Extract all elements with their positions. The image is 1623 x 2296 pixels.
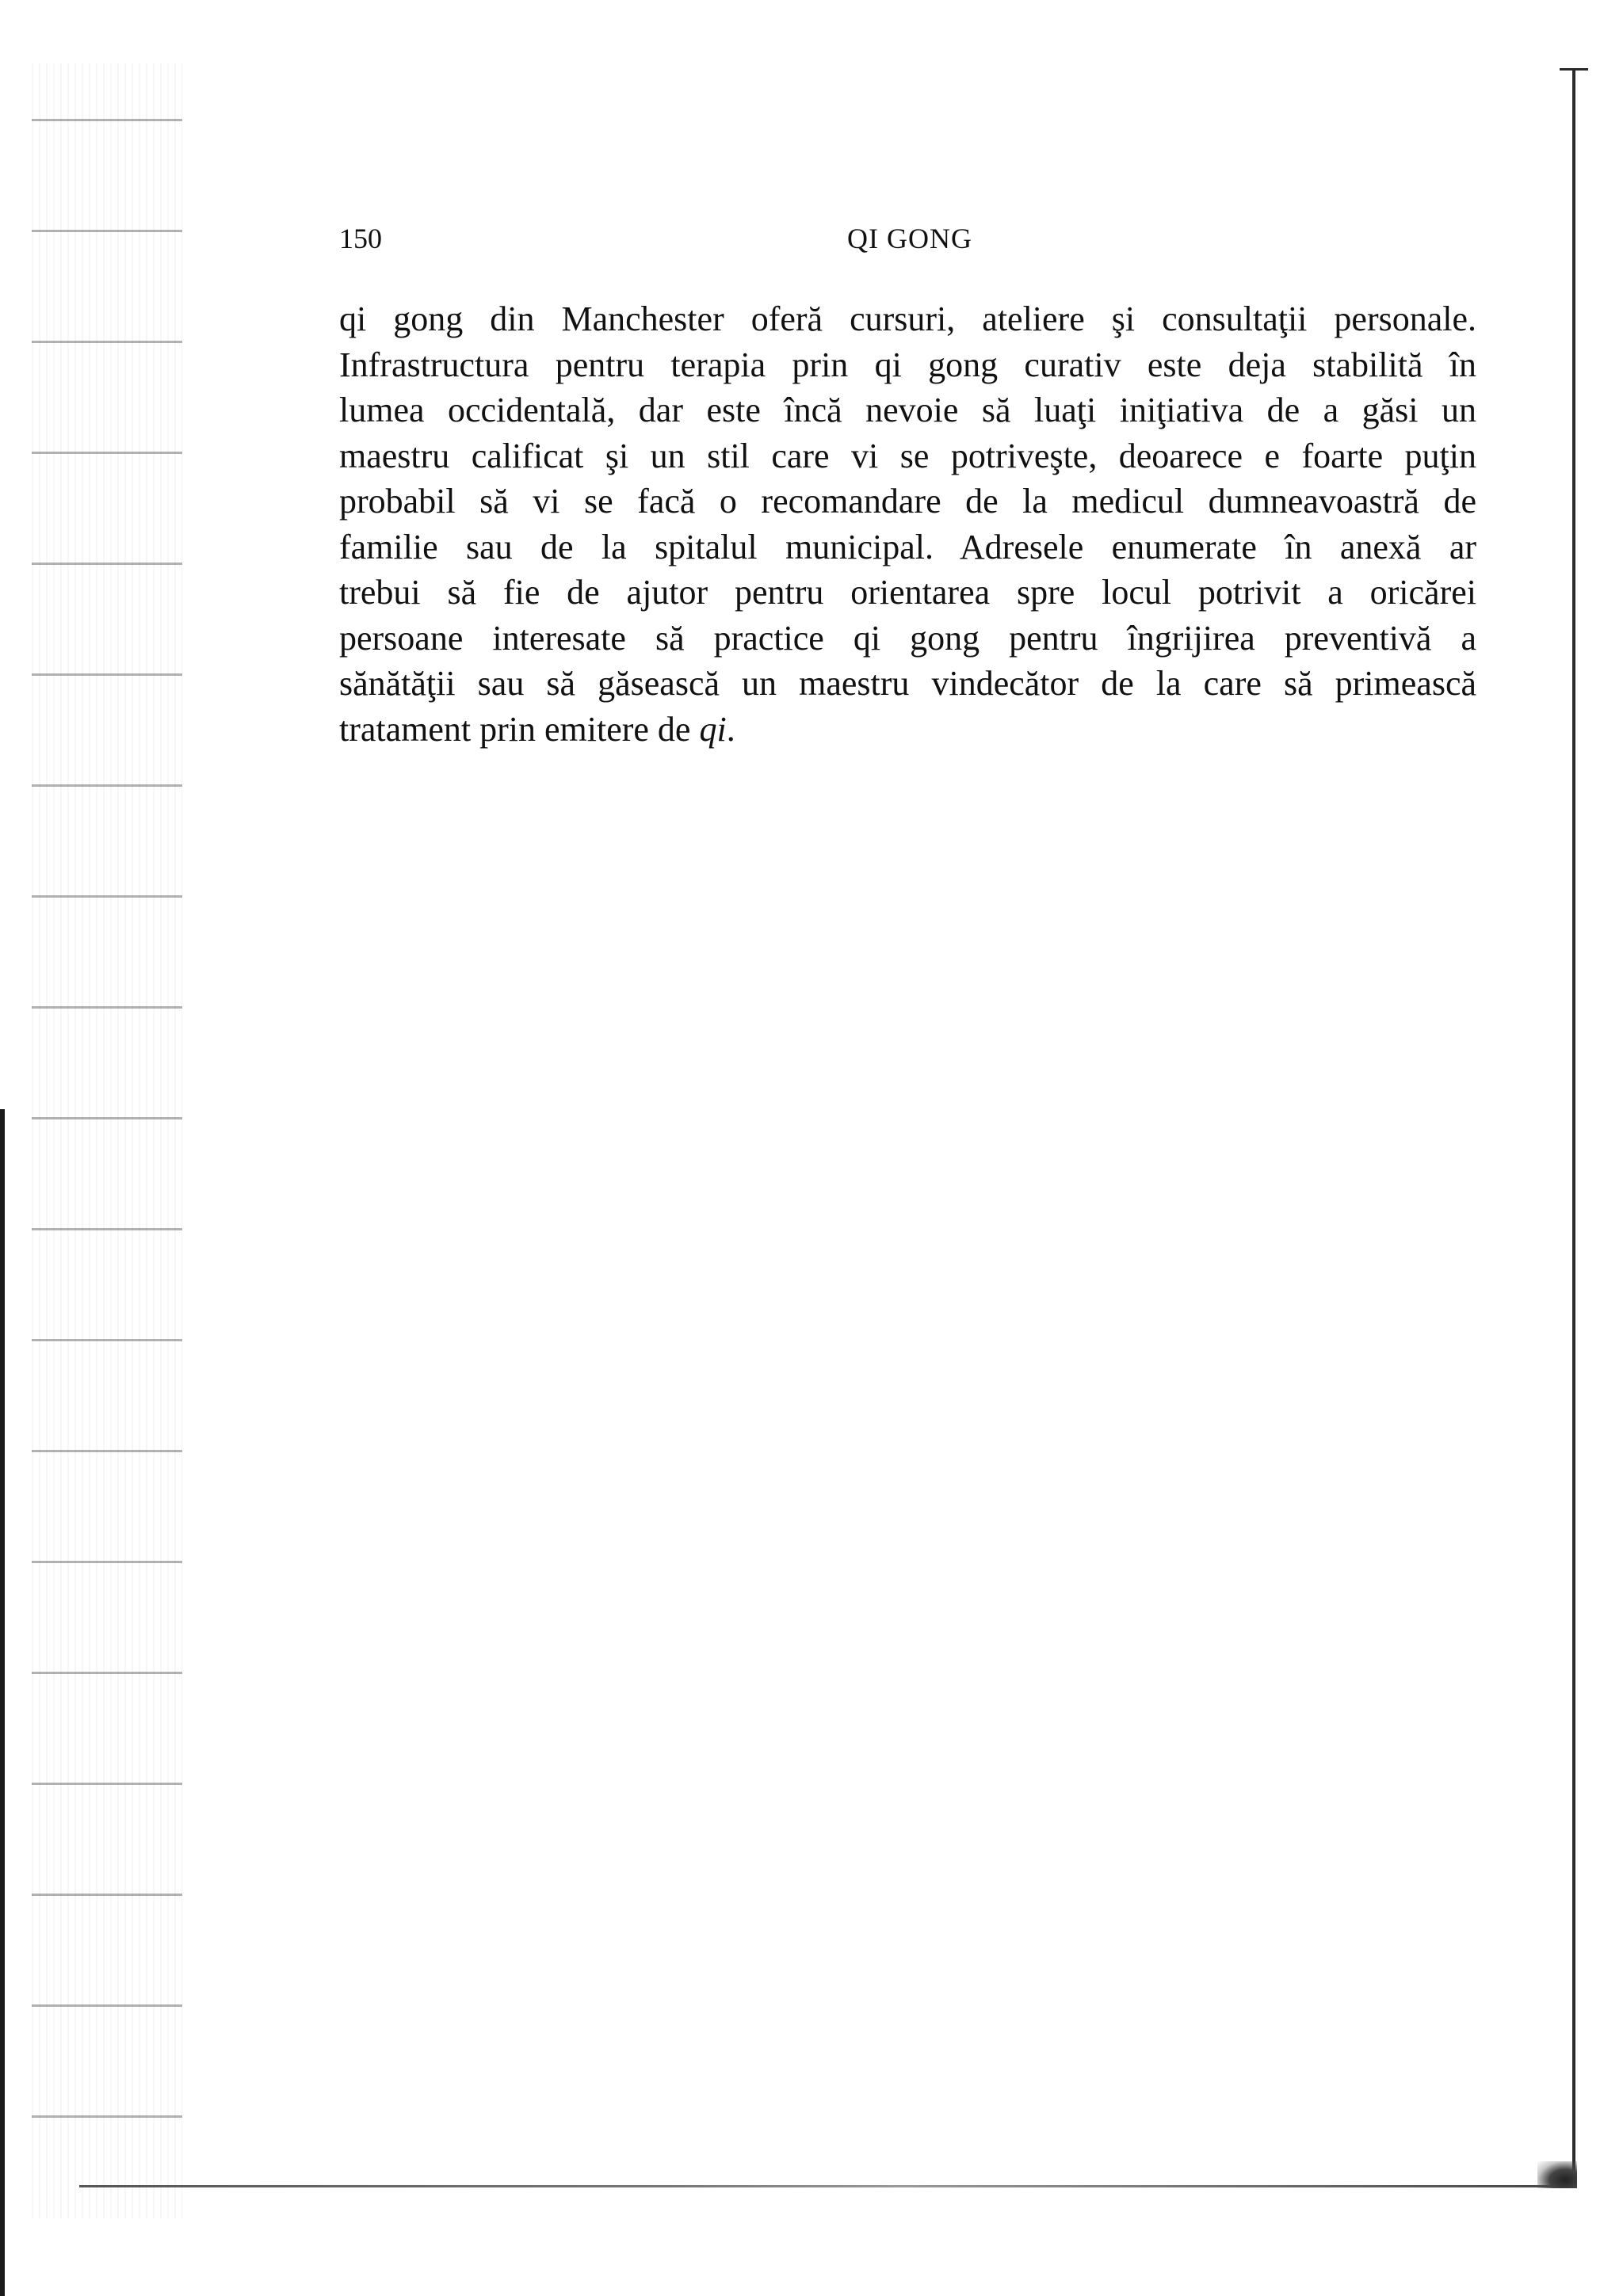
scan-right-border-tip (1560, 68, 1588, 71)
last-line-suffix: . (726, 709, 735, 749)
scan-corner-blot (1537, 2161, 1577, 2188)
running-head (339, 220, 1480, 257)
scan-left-edge (0, 1109, 5, 2296)
text-line: familie sau de la spitalul municipal. Adresele enumerate în anexă ar (339, 527, 1476, 566)
text-line: maestru calificat şi un stil care vi se potriveşte, deoarece e foarte puţin (339, 436, 1476, 475)
last-line-prefix: tratament prin emitere de (339, 709, 700, 749)
text-line: trebui să fie de ajutor pentru orientarea spre locul potrivit a oricărei (339, 573, 1476, 612)
scan-bottom-border (79, 2185, 1575, 2187)
text-line: Infrastructura pentru terapia prin qi gong curativ este deja stabilită în (339, 345, 1476, 384)
text-line: probabil să vi se facă o recomandare de la medicul dumneavoastră de (339, 482, 1476, 521)
page-number: 150 (339, 223, 382, 254)
text-line: sănătăţii sau să găsească un maestru vindecător de la care să primească (339, 664, 1476, 703)
text-line-last (339, 707, 1476, 753)
text-line: lumea occidentală, dar este încă nevoie să luaţi iniţiativa de a găsi un (339, 391, 1476, 429)
text-line: qi gong din Manchester oferă cursuri, ateliere şi consultaţii personale. (339, 299, 1476, 338)
text-line: persoane interesate să practice qi gong pentru îngrijirea preventivă a (339, 618, 1476, 658)
scan-right-border (1572, 70, 1575, 2185)
scan-gutter-shadow (32, 63, 182, 2218)
qi-italic: qi (699, 709, 727, 749)
body-paragraph (339, 296, 1476, 752)
book-title: QI GONG (847, 223, 972, 254)
